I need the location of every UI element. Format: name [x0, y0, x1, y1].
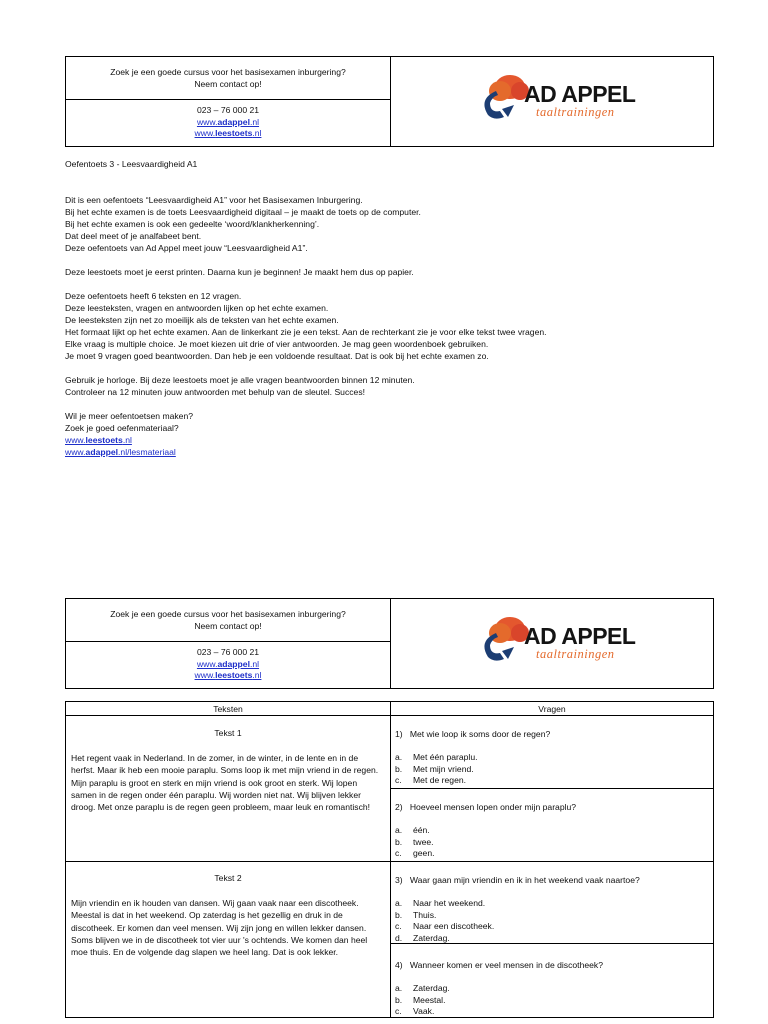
answer-option[interactable]: b. twee. [395, 836, 434, 847]
leestoets-link[interactable]: www.leestoets.nl [194, 670, 262, 681]
contact-header-top [65, 56, 714, 147]
intro-title: Oefentoets 3 - Leesvaardigheid A1 [65, 159, 198, 169]
text-line: Deze leesteksten, vragen en antwoorden lijken op het echte examen. [65, 303, 329, 313]
exercise-table [65, 701, 714, 1018]
answer-option[interactable]: c. Met de regen. [395, 775, 467, 786]
text-line: Zoek je goed oefenmateriaal? [65, 423, 179, 433]
answer-option[interactable]: a. Naar het weekend. [395, 898, 486, 908]
contact-details [66, 641, 390, 688]
logo-title: AD APPEL [524, 623, 636, 649]
answer-option[interactable]: a. één. [395, 825, 430, 835]
question-number: 3) [395, 875, 403, 885]
logo-cell [390, 599, 713, 688]
text-line: Elke vraag is multiple choice. Je moet kiezen uit drie of vier antwoorden. Je mag geen woordenboek gebruiken. [65, 339, 489, 349]
logo-subtitle: taaltrainingen [536, 105, 615, 119]
contact-prompt [66, 57, 390, 100]
question-number: 1) [395, 729, 403, 739]
question-1 [395, 728, 711, 787]
contact-info-cell [66, 57, 391, 146]
contact-line2: Neem contact op! [194, 621, 262, 631]
contact-prompt [66, 599, 390, 642]
text-line: Het formaat lijkt op het echte examen. Aan de linkerkant zie je een tekst. Aan de rechterkant zie je voor elke tekst twee vragen. [65, 327, 547, 337]
text-line: Dat deel meet of je analfabeet bent. [65, 231, 202, 241]
intro-paragraph-4 [65, 374, 547, 398]
answer-option[interactable]: d. Zaterdag. [395, 932, 450, 943]
text-line: Controleer na 12 minuten jouw antwoorden met behulp van de sleutel. Succes! [65, 387, 366, 397]
question-text: Met wie loop ik soms door de regen? [409, 729, 551, 739]
intro-paragraph-5 [65, 410, 547, 458]
contact-info-cell [66, 599, 391, 688]
contact-line2: Neem contact op! [194, 79, 262, 89]
text-line: Wil je meer oefentoetsen maken? [65, 411, 194, 421]
answer-option[interactable]: a. Zaterdag. [395, 983, 450, 993]
question-2 [395, 801, 711, 860]
logo-subtitle: taaltrainingen [536, 647, 615, 661]
text-line: Bij het echte examen is ook een gedeelte ‘woord/klankherkenning’. [65, 219, 320, 229]
question-number: 4) [395, 960, 403, 970]
text-line: Bij het echte examen is de toets Leesvaardigheid digitaal – je maakt de toets op de computer. [65, 207, 421, 217]
text-line: De leesteksten zijn net zo moeilijk als de teksten van het echte examen. [65, 315, 339, 325]
intro-body [65, 194, 547, 470]
intro-paragraph-2 [65, 266, 547, 278]
phone-number: 023 – 76 000 21 [196, 105, 260, 116]
tekst-2-title: Tekst 2 [214, 873, 242, 883]
question-text: Hoeveel mensen lopen onder mijn paraplu? [409, 802, 577, 812]
answer-option[interactable]: b. Thuis. [395, 909, 437, 920]
answer-option[interactable]: c. Vaak. [395, 1006, 435, 1017]
question-3 [395, 874, 711, 944]
adappel-link[interactable]: www.adappel.nl [196, 116, 260, 127]
text-line: Dit is een oefentoets “Leesvaardigheid A1” voor het Basisexamen Inburgering. [65, 195, 363, 205]
lesmateriaal-link[interactable]: www.adappel.nl/lesmateriaal [65, 447, 176, 457]
intro-paragraph-3 [65, 290, 547, 362]
column-header-vragen: Vragen [538, 704, 566, 714]
adappel-link[interactable]: www.adappel.nl [196, 658, 260, 669]
logo-cell [390, 57, 713, 146]
answer-option[interactable]: c. geen. [395, 848, 435, 859]
answer-option[interactable]: c. Naar een discotheek. [395, 921, 495, 932]
answer-option[interactable]: b. Meestal. [395, 994, 446, 1005]
question-text: Wanneer komen er veel mensen in de discotheek? [409, 960, 603, 970]
phone-number: 023 – 76 000 21 [196, 647, 260, 658]
text-line: Deze oefentoets heeft 6 teksten en 12 vragen. [65, 291, 242, 301]
question-number: 2) [395, 802, 403, 812]
text-line: Deze oefentoets van Ad Appel meet jouw “Leesvaardigheid A1”. [65, 243, 308, 253]
ad-appel-logo [474, 69, 644, 125]
text-line: Deze leestoets moet je eerst printen. Daarna kun je beginnen! Je maakt hem dus op papier. [65, 267, 414, 277]
ad-appel-logo [474, 611, 644, 667]
tekst-2-body: Mijn vriendin en ik houden van dansen. Wij gaan vaak naar een discotheek. Meestal is dat in het weekend. Op zaterdag is het gezellig en druk in de discotheek. Er komen dan veel mensen. Wij zijn jong en willen lekker dansen. Soms blijven we in de discotheek tot vier uur 's ochtends. We komen dan heel moe thuis. En de volgende dag slapen we heel lang. Dat is ook lekker. [71, 898, 368, 958]
tekst-1-body: Het regent vaak in Nederland. In de zomer, in de winter, in de lente en in de herfst. Maar ik heb een mooie paraplu. Soms loop ik met mijn vriend in de regen. Mijn paraplu is groot en sterk en mijn vriend is ook groot en sterk. Wij lopen samen in de regen onder één paraplu. Wij worden niet nat. Wij blijven lekker droog. Met onze paraplu is de regen geen probleem, maar leuk en romantisch! [71, 753, 379, 813]
question-4 [395, 959, 711, 1018]
contact-line1: Zoek je een goede cursus voor het basisexamen inburgering? [110, 67, 346, 77]
text-line: Je moet 9 vragen goed beantwoorden. Dan heb je een voldoende resultaat. Dat is ook bij het echte examen zo. [65, 351, 489, 361]
question-text: Waar gaan mijn vriendin en ik in het weekend vaak naartoe? [409, 875, 640, 885]
contact-header-bottom [65, 598, 714, 689]
text-line: Gebruik je horloge. Bij deze leestoets moet je alle vragen beantwoorden binnen 12 minuten. [65, 375, 415, 385]
leestoets-link[interactable]: www.leestoets.nl [194, 128, 262, 139]
logo-title: AD APPEL [524, 81, 636, 107]
answer-option[interactable]: a. Met één paraplu. [395, 752, 478, 762]
intro-paragraph-1 [65, 194, 547, 254]
contact-details [66, 99, 390, 146]
answer-option[interactable]: b. Met mijn vriend. [395, 763, 474, 774]
column-header-teksten: Teksten [213, 704, 243, 714]
contact-line1: Zoek je een goede cursus voor het basisexamen inburgering? [110, 609, 346, 619]
leestoets-link-2[interactable]: www.leestoets.nl [65, 435, 132, 445]
tekst-1-title: Tekst 1 [214, 728, 242, 738]
